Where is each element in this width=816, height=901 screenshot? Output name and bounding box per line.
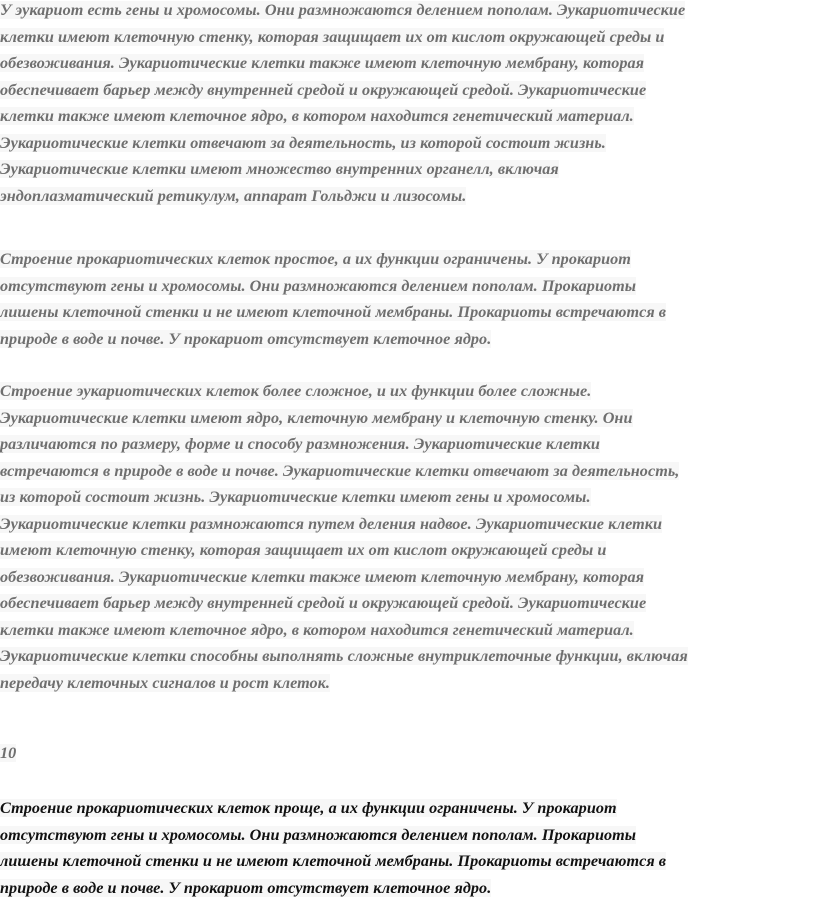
text-line: отсутствуют гены и хромосомы. Они размножаются делением пополам. Прокариоты — [0, 822, 666, 849]
text-line: У эукариот есть гены и хромосомы. Они размножаются делением пополам. Эукариотические — [0, 0, 685, 24]
text-line: передачу клеточных сигналов и рост клеток. — [0, 670, 688, 697]
paragraph-prokaryote-structure-simpler — [0, 795, 666, 901]
text-line: природе в воде и почве. У прокариот отсутствует клеточное ядро. — [0, 326, 666, 353]
text-line: природе в воде и почве. У прокариот отсутствует клеточное ядро. — [0, 875, 666, 901]
text-line: лишены клеточной стенки и не имеют клеточной мембраны. Прокариоты встречаются в — [0, 299, 666, 326]
text-line: 10 — [0, 740, 16, 767]
text-line: Эукариотические клетки имеют ядро, клеточную мембрану и клеточную стенку. Они — [0, 405, 688, 432]
text-line: Эукариотические клетки способны выполнять сложные внутриклеточные функции, включая — [0, 643, 688, 670]
text-line: имеют клеточную стенку, которая защищает их от кислот окружающей среды и — [0, 537, 688, 564]
text-line: Строение эукариотических клеток более сложное, и их функции более сложные. — [0, 378, 688, 405]
paragraph-eukaryote-genes — [0, 0, 685, 209]
text-line: Эукариотические клетки отвечают за деятельность, из которой состоит жизнь. — [0, 130, 685, 157]
text-line: обезвоживания. Эукариотические клетки также имеют клеточную мембрану, которая — [0, 564, 688, 591]
text-line: Строение прокариотических клеток проще, а их функции ограничены. У прокариот — [0, 795, 666, 822]
text-line: лишены клеточной стенки и не имеют клеточной мембраны. Прокариоты встречаются в — [0, 848, 666, 875]
text-line: эндоплазматический ретикулум, аппарат Гольджи и лизосомы. — [0, 183, 685, 210]
text-line: встречаются в природе в воде и почве. Эукариотические клетки отвечают за деятельность, — [0, 458, 688, 485]
paragraph-prokaryote-structure-simple — [0, 246, 666, 352]
page-number — [0, 740, 16, 767]
text-line: Строение прокариотических клеток простое, а их функции ограничены. У прокариот — [0, 246, 666, 273]
text-line: Эукариотические клетки имеют множество внутренних органелл, включая — [0, 156, 685, 183]
text-line: отсутствуют гены и хромосомы. Они размножаются делением пополам. Прокариоты — [0, 273, 666, 300]
text-line: клетки также имеют клеточное ядро, в котором находится генетический материал. — [0, 617, 688, 644]
text-line: различаются по размеру, форме и способу размножения. Эукариотические клетки — [0, 431, 688, 458]
paragraph-eukaryote-structure-complex — [0, 378, 688, 696]
text-line: Эукариотические клетки размножаются путем деления надвое. Эукариотические клетки — [0, 511, 688, 538]
text-line: из которой состоит жизнь. Эукариотические клетки имеют гены и хромосомы. — [0, 484, 688, 511]
text-line: клетки имеют клеточную стенку, которая защищает их от кислот окружающей среды и — [0, 24, 685, 51]
text-line: обеспечивает барьер между внутренней средой и окружающей средой. Эукариотические — [0, 590, 688, 617]
text-line: обезвоживания. Эукариотические клетки также имеют клеточную мембрану, которая — [0, 50, 685, 77]
text-line: обеспечивает барьер между внутренней средой и окружающей средой. Эукариотические — [0, 77, 685, 104]
text-line: клетки также имеют клеточное ядро, в котором находится генетический материал. — [0, 103, 685, 130]
